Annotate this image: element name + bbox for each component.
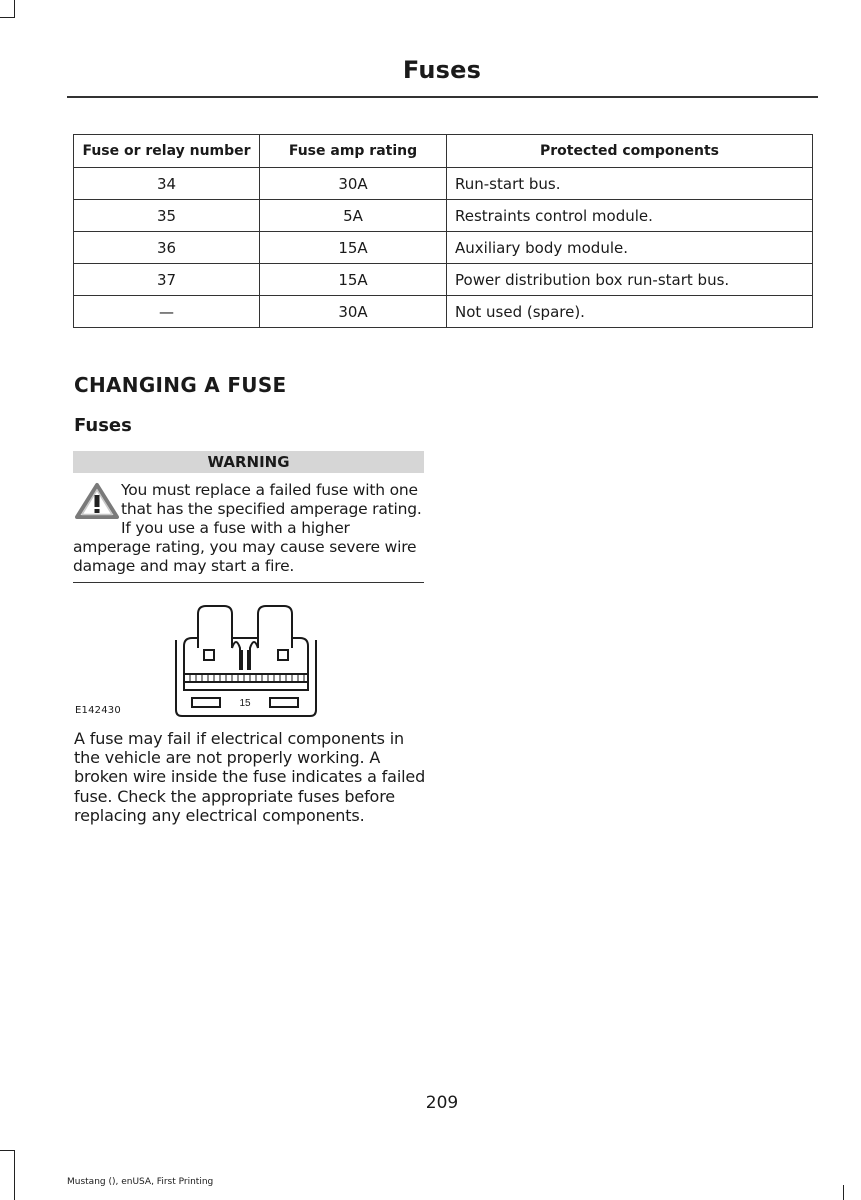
protected-component-cell: Restraints control module.	[447, 200, 813, 232]
table-row	[74, 232, 813, 264]
crop-mark-top-left	[14, 0, 15, 18]
crop-mark-bottom-left-h	[0, 1150, 15, 1151]
fuse-number-cell: 37	[74, 264, 260, 296]
crop-mark-bottom-left	[14, 1150, 15, 1200]
header-divider	[67, 96, 818, 98]
protected-component-cell: Auxiliary body module.	[447, 232, 813, 264]
column-header-protected-components: Protected components	[447, 135, 813, 168]
warning-text: You must replace a failed fuse with one that has the specified amperage rating. If you use a fuse with a higher amperage rating, you may cause severe wire damage and may start a fire.	[73, 481, 422, 575]
fuse-rating-label: 15	[239, 698, 251, 709]
amp-rating-cell: 30A	[260, 168, 447, 200]
column-header-fuse-number: Fuse or relay number	[74, 135, 260, 168]
warning-triangle-icon	[75, 482, 119, 520]
fuse-table	[73, 134, 813, 328]
protected-component-cell: Run-start bus.	[447, 168, 813, 200]
amp-rating-cell: 15A	[260, 232, 447, 264]
warning-divider	[73, 582, 424, 583]
amp-rating-cell: 30A	[260, 296, 447, 328]
column-header-amp-rating: Fuse amp rating	[260, 135, 447, 168]
crop-mark-top-left-h	[0, 17, 15, 18]
fuse-number-cell: 35	[74, 200, 260, 232]
figure-id: E142430	[75, 705, 121, 716]
table-row	[74, 264, 813, 296]
protected-component-cell: Not used (spare).	[447, 296, 813, 328]
protected-component-cell: Power distribution box run-start bus.	[447, 264, 813, 296]
fuse-number-cell: 34	[74, 168, 260, 200]
footer-text: Mustang (), enUSA, First Printing	[67, 1177, 214, 1187]
fuse-number-cell: 36	[74, 232, 260, 264]
table-row	[74, 168, 813, 200]
amp-rating-cell: 5A	[260, 200, 447, 232]
sub-heading: Fuses	[74, 415, 132, 436]
crop-mark-bottom-right	[843, 1185, 844, 1200]
table-row	[74, 200, 813, 232]
table-row	[74, 296, 813, 328]
page-title: Fuses	[402, 56, 482, 84]
fuse-number-cell: —	[74, 296, 260, 328]
body-paragraph: A fuse may fail if electrical components in the vehicle are not properly working. A broken wire inside the fuse indicates a failed fuse. Check the appropriate fuses before replacing any electrical components.	[74, 729, 426, 825]
warning-label: WARNING	[73, 451, 424, 473]
amp-rating-cell: 15A	[260, 264, 447, 296]
blade-fuse-illustration	[170, 600, 320, 718]
table-header-row	[74, 135, 813, 168]
section-heading: CHANGING A FUSE	[74, 373, 287, 397]
page-number: 209	[425, 1093, 459, 1113]
